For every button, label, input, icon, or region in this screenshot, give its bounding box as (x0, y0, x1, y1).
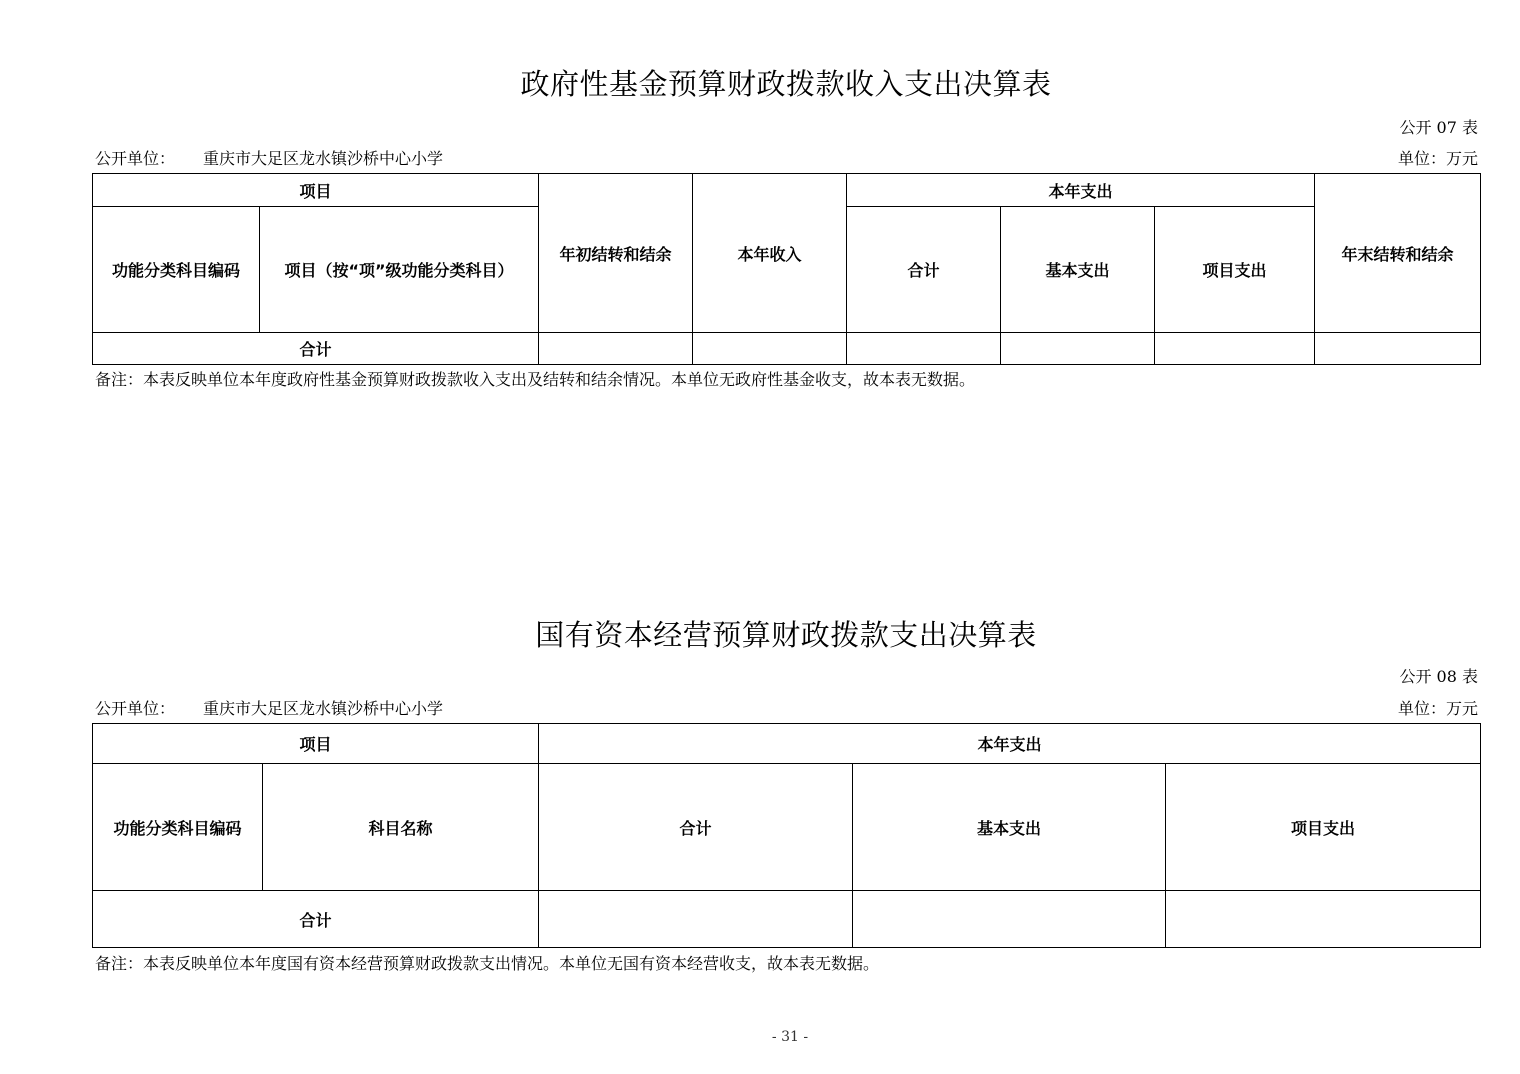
table07-number: 公开 07 表 (1399, 118, 1478, 137)
table07-header-basic: 基本支出 (1001, 207, 1155, 333)
table08-unit-name: 重庆市大足区龙水镇沙桥中心小学 (203, 699, 444, 718)
table07-total-label: 合计 (93, 333, 539, 365)
table07-header-item: 项目 (93, 174, 539, 207)
table08-header-subject-name: 科目名称 (263, 764, 539, 891)
table08-header-project: 项目支出 (1166, 764, 1481, 891)
table08-cell-basic (853, 891, 1166, 948)
table07-cell-begin-balance (539, 333, 693, 365)
table07-header-income: 本年收入 (693, 174, 847, 333)
table07-note: 备注：本表反映单位本年度政府性基金预算财政拨款收入支出及结转和结余情况。本单位无政府性基金收支，故本表无数据。 (95, 370, 976, 389)
table07-unit-line (95, 149, 443, 169)
table07-header-begin-balance: 年初结转和结余 (539, 174, 693, 333)
table07-unit-label: 公开单位： (95, 149, 176, 168)
page-number: - 31 - (771, 1029, 809, 1045)
table08-title: 国有资本经营预算财政拨款支出决算表 (535, 618, 1037, 652)
table08-total-label: 合计 (93, 891, 539, 948)
table07-header-code: 功能分类科目编码 (93, 207, 260, 333)
table08-number: 公开 08 表 (1399, 667, 1478, 686)
table08-header-basic: 基本支出 (853, 764, 1166, 891)
table08-cell-project (1166, 891, 1481, 948)
table07-title: 政府性基金预算财政拨款收入支出决算表 (520, 67, 1052, 101)
table08-header-item: 项目 (93, 724, 539, 764)
table08-unit-line (95, 699, 443, 719)
table08-grid (92, 723, 1481, 948)
table07-cell-basic (1001, 333, 1155, 365)
table08-header-code: 功能分类科目编码 (93, 764, 263, 891)
table07-header-total: 合计 (847, 207, 1001, 333)
table07-currency: 单位：万元 (1397, 149, 1478, 168)
table07-grid (92, 173, 1481, 365)
table07-header-project: 项目支出 (1155, 207, 1315, 333)
table-row (93, 891, 1481, 948)
table-row (93, 333, 1481, 365)
table08-header-expense: 本年支出 (539, 724, 1481, 764)
table08-header-total: 合计 (539, 764, 853, 891)
table07-header-item-by-level: 项目（按“项”级功能分类科目） (260, 207, 539, 333)
table07-header-end-balance: 年末结转和结余 (1315, 174, 1481, 333)
table07-cell-end-balance (1315, 333, 1481, 365)
table07-unit-name: 重庆市大足区龙水镇沙桥中心小学 (203, 149, 444, 168)
table08-currency: 单位：万元 (1397, 699, 1478, 718)
table07-cell-project (1155, 333, 1315, 365)
table08-note: 备注：本表反映单位本年度国有资本经营预算财政拨款支出情况。本单位无国有资本经营收支，故本表无数据。 (95, 954, 880, 973)
table07-cell-total (847, 333, 1001, 365)
table08-cell-total (539, 891, 853, 948)
table07-header-expense: 本年支出 (847, 174, 1315, 207)
table07-cell-income (693, 333, 847, 365)
table08-unit-label: 公开单位： (95, 699, 176, 718)
